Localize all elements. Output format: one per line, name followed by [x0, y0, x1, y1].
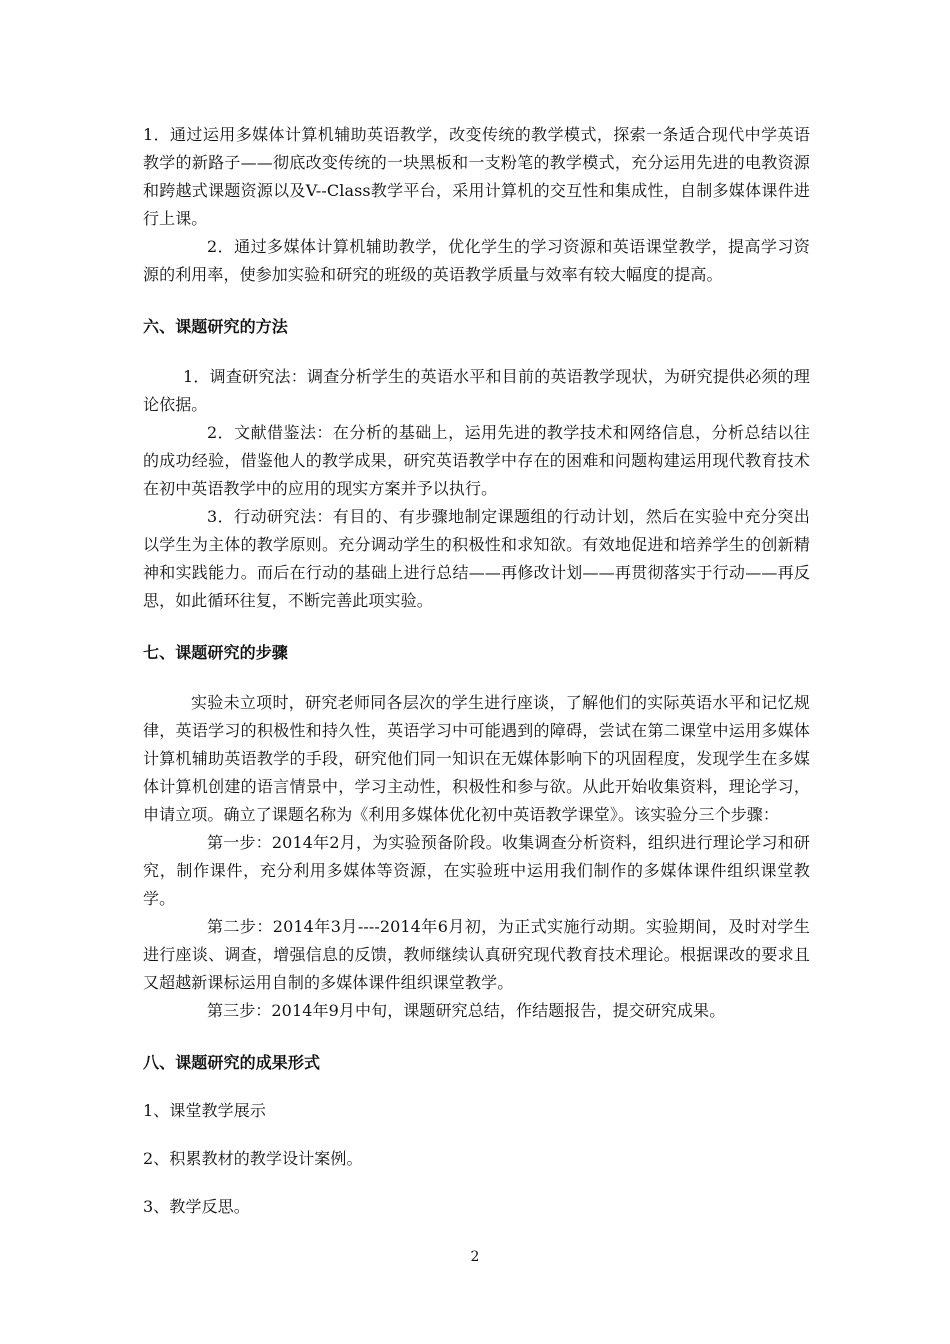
spacer [143, 1077, 810, 1097]
outcome-item-2: 2、积累教材的教学设计案例。 [143, 1149, 363, 1168]
step-paragraph-3: 第三步：2014年9月中旬，课题研究总结，作结题报告，提交研究成果。 [207, 1001, 726, 1020]
section-heading-methods: 六、课题研究的方法 [143, 317, 288, 336]
spacer [143, 289, 810, 313]
spacer [143, 667, 810, 689]
method-paragraph-action: 3．行动研究法：有目的、有步骤地制定课题组的行动计划，然后在实验中充分突出以学生为主体的教学原则。充分调动学生的积极性和求知欲。有效地促进和培养学生的创新精神和实践能力。而后在行动的基础上进行总结——再修改计划——再贯彻落实于行动——再反思，如此循环往复，不断完善此项实验。 [143, 507, 810, 610]
outcome-item-1: 1、课堂教学展示 [143, 1101, 266, 1120]
page-number: 2 [470, 1249, 480, 1265]
spacer [143, 1125, 810, 1145]
outcome-item-3: 3、教学反思。 [143, 1197, 250, 1216]
steps-intro-paragraph: 实验未立项时，研究老师同各层次的学生进行座谈，了解他们的实际英语水平和记忆规律，英语学习的积极性和持久性，英语学习中可能遇到的障碍，尝试在第二课堂中运用多媒体计算机辅助英语教学的手段，研究他们同一知识在无媒体影响下的巩固程度，发现学生在多媒体计算机创建的语言情景中，学习主动性，积极性和参与欲。从此开始收集资料，理论学习，申请立项。确立了课题名称为《利用多媒体优化初中英语教学课堂》。该实验分三个步骤： [143, 693, 810, 824]
method-paragraph-survey: 1．调查研究法：调查分析学生的英语水平和目前的英语教学现状，为研究提供必须的理论依据。 [143, 367, 810, 414]
step-paragraph-2: 第二步：2014年3月----2014年6月初，为正式实施行动期。实验期间，及时对学生进行座谈、调查，增强信息的反馈，教师继续认真研究现代教育技术理论。根据课改的要求且又超越新课标运用自制的多媒体课件组织课堂教学。 [143, 917, 810, 992]
step-paragraph-1: 第一步：2014年2月，为实验预备阶段。收集调查分析资料，组织进行理论学习和研究，制作课件，充分利用多媒体等资源，在实验班中运用我们制作的多媒体课件组织课堂教学。 [143, 833, 810, 908]
method-paragraph-literature: 2．文献借鉴法：在分析的基础上，运用先进的教学技术和网络信息，分析总结以往的成功经验，借鉴他人的教学成果，研究英语教学中存在的困难和问题构建运用现代教育技术在初中英语教学中的应用的现实方案并予以执行。 [143, 423, 810, 498]
page-body [143, 121, 810, 1221]
section-heading-steps: 七、课题研究的步骤 [143, 643, 288, 662]
spacer [143, 1025, 810, 1049]
spacer [143, 615, 810, 639]
objective-paragraph-2: 2．通过多媒体计算机辅助教学，优化学生的学习资源和英语课堂教学，提高学习资源的利用率，使参加实验和研究的班级的英语教学质量与效率有较大幅度的提高。 [143, 237, 810, 284]
section-heading-outcomes: 八、课题研究的成果形式 [143, 1053, 321, 1072]
spacer [143, 341, 810, 363]
spacer [143, 1173, 810, 1193]
objective-paragraph-1: 1．通过运用多媒体计算机辅助英语教学，改变传统的教学模式，探索一条适合现代中学英语教学的新路子——彻底改变传统的一块黑板和一支粉笔的教学模式，充分运用先进的电教资源和跨越式课题资源以及V--Class教学平台，采用计算机的交互性和集成性，自制多媒体课件进行上课。 [143, 125, 810, 228]
